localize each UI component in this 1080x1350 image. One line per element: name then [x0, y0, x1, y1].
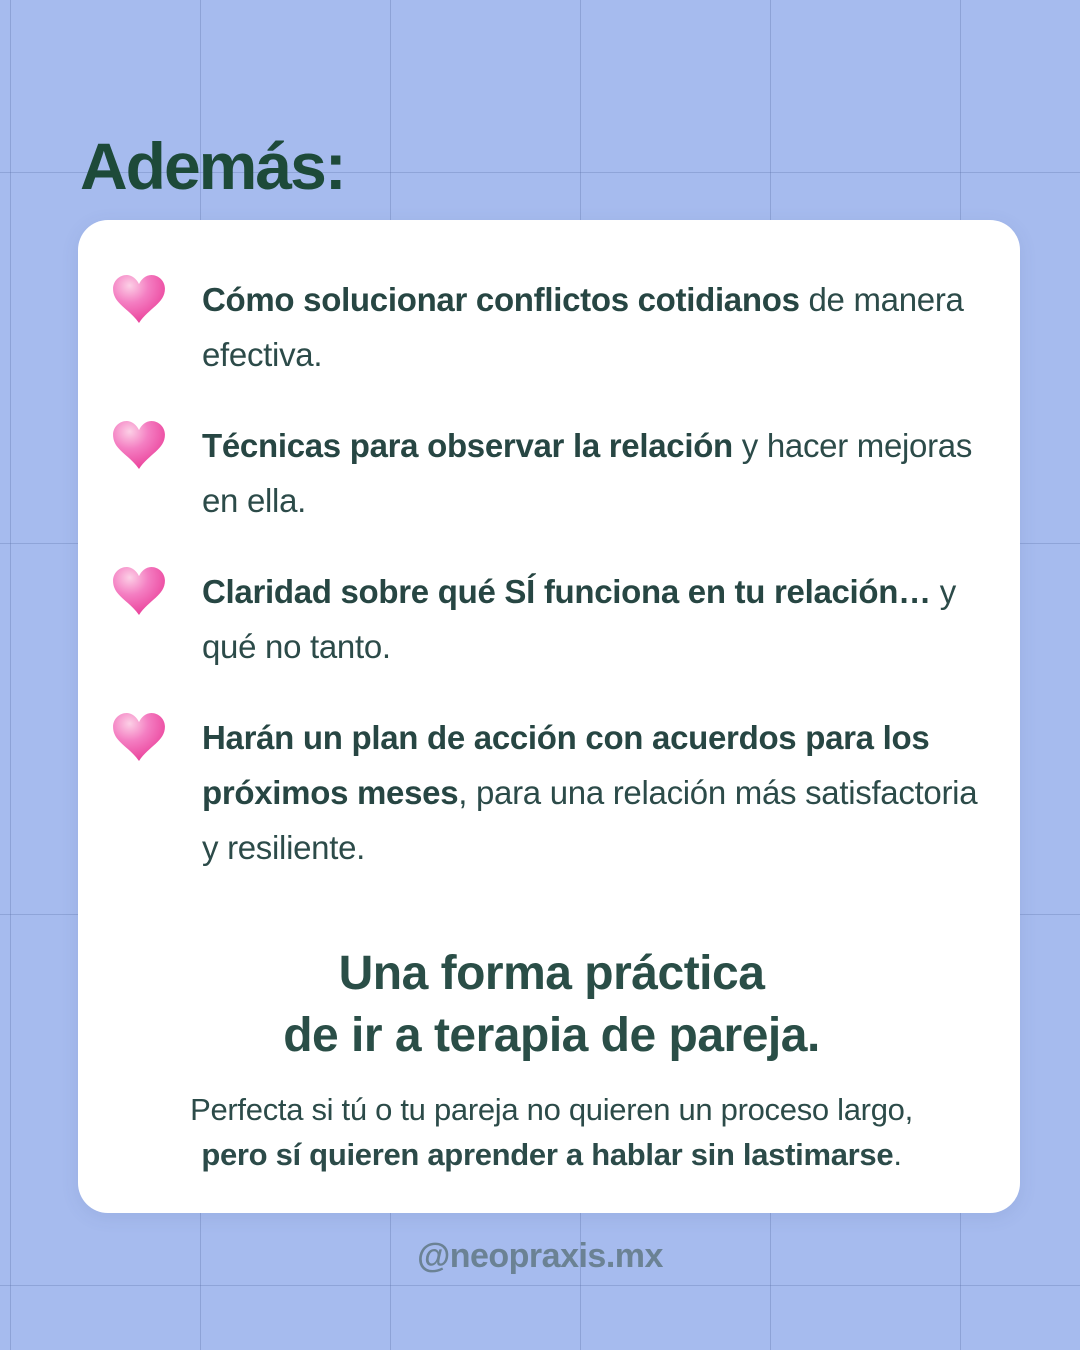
pink-heart-icon	[113, 421, 165, 469]
bullet-item	[113, 710, 990, 875]
bullet-item	[113, 564, 990, 674]
bullet-bold-text: Cómo solucionar conflictos cotidianos	[202, 281, 800, 318]
bullet-text	[202, 272, 990, 382]
bullet-bold-text: Claridad sobre qué SÍ funciona en tu relación…	[202, 573, 931, 610]
closing-heading	[113, 943, 990, 1067]
closing-sub-line2	[113, 1132, 990, 1177]
bullet-item	[113, 418, 990, 528]
closing-heading-line1: Una forma práctica	[338, 947, 765, 1000]
closing-heading-line2: de ir a terapia de pareja.	[283, 1009, 820, 1062]
account-handle: @neopraxis.mx	[417, 1237, 663, 1275]
bullet-item	[113, 272, 990, 382]
bullet-bold-text: Técnicas para observar la relación	[202, 427, 733, 464]
bullet-text	[202, 418, 990, 528]
closing-sub-line2-bold: pero sí quieren aprender a hablar sin lastimarse	[201, 1137, 894, 1172]
pink-heart-icon	[113, 567, 165, 615]
bullet-regular-text: , para una relación más satisfactoria y resiliente.	[202, 774, 978, 866]
pink-heart-icon	[113, 713, 165, 761]
bullet-regular-text: de manera efectiva.	[202, 281, 964, 373]
pink-heart-icon	[113, 275, 165, 323]
bullet-text	[202, 564, 990, 674]
page-title: Además:	[80, 129, 345, 203]
bullet-regular-text: y qué no tanto.	[202, 573, 956, 665]
closing-sub-line2-end: .	[893, 1137, 902, 1172]
bullet-text	[202, 710, 990, 875]
bullet-regular-text: y hacer mejoras en ella.	[202, 427, 973, 519]
content-card	[78, 220, 1020, 1213]
bullet-bold-text: Harán un plan de acción con acuerdos para los próximos meses	[202, 719, 930, 811]
closing-sub-line1: Perfecta si tú o tu pareja no quieren un proceso largo,	[190, 1092, 913, 1127]
closing-subtext	[113, 1087, 990, 1177]
